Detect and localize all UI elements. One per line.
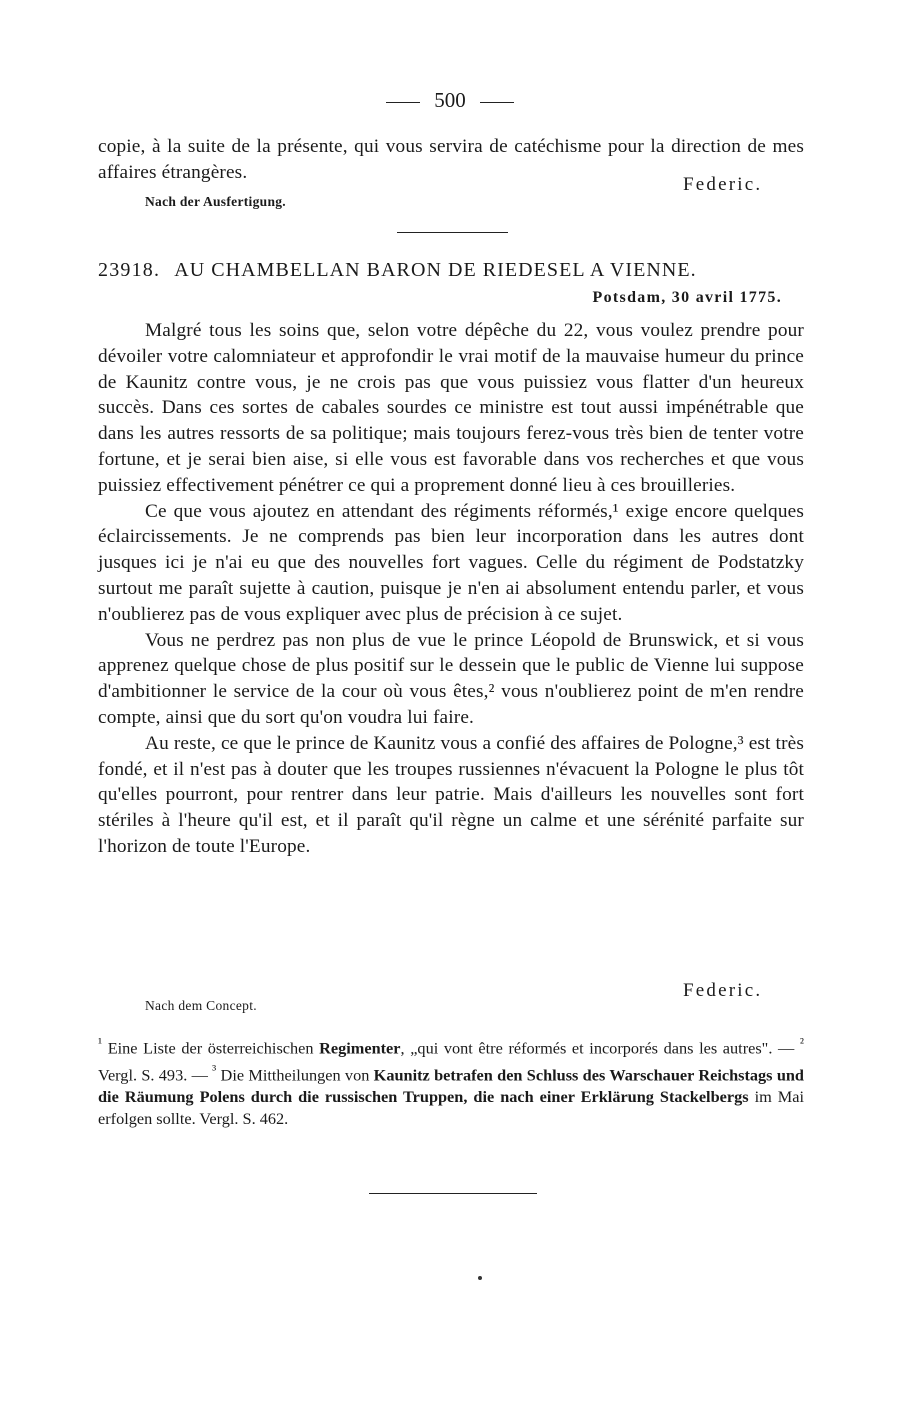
- footnote-marker: ¹: [98, 1035, 103, 1050]
- page-number-line: [0, 88, 900, 113]
- body-paragraph: Vous ne perdrez pas non plus de vue le prince Léopold de Brunswick, et si vous apprenez quelque chose de plus positif sur le dessein que le public de Vienne lui suppose d'ambitionner le service de la cour où vous êtes,² vous n'oublierez point de m'en rendre compte, ainsi que du sort qu'on voudra lui faire.: [98, 629, 804, 728]
- left-dash: [386, 102, 420, 103]
- footnote-2-text: Vergl. S. 493. —: [98, 1065, 213, 1085]
- letter-source: Nach dem Concept.: [145, 998, 257, 1013]
- page-number: 500: [434, 88, 466, 112]
- letter-number: 23918.: [98, 259, 161, 281]
- letter-heading: [98, 259, 697, 282]
- footnote-3-text-cont: im Mai erfolgen sollte. Vergl. S. 462.: [98, 1087, 804, 1129]
- footnote-1-bold: Regimenter: [319, 1038, 401, 1058]
- footnote-3-bold: Kaunitz betrafen den Schluss des Warschauer Reichstags und die Räumung Polens durch die russischen Truppen, die nach einer Erklärung Stackelbergs: [98, 1065, 804, 1107]
- body-paragraph: Ce que vous ajoutez en attendant des régiments réformés,¹ exige encore quelques éclaircissements. Je ne comprends pas bien leur incorporation dans les autres dont jusques ici je n'ai eu que des nouvelles fort vagues. Celle du régiment de Podstatzky surtout me paraît sujette à caution, puisque je n'en ai absolument entendu parler, et vous n'oublierez pas de vous expliquer avec plus de précision à ce sujet.: [98, 500, 804, 625]
- footnote-1-text-cont: , „qui vont être réformés et incorporés dans les autres". —: [400, 1038, 800, 1058]
- footnote-1-text: Eine Liste der österreichischen: [102, 1038, 320, 1058]
- page-dot: [478, 1276, 482, 1280]
- body-paragraph: Au reste, ce que le prince de Kaunitz vous a confié des affaires de Pologne,³ est très fondé, et il n'est pas à douter que les troupes russiennes n'évacuent la Pologne le plus tôt qu'elles pourront, pour rentrer dans leur patrie. Mais d'ailleurs les nouvelles sont fort stériles à l'heure qu'il est, et il paraît qu'il règne un calme et une sérénité parfaite sur l'horizon de toute l'Europe.: [98, 732, 804, 857]
- end-rule: [369, 1193, 537, 1194]
- footnotes: [98, 1032, 804, 1130]
- body-paragraph: Malgré tous les soins que, selon votre dépêche du 22, vous voulez prendre pour dévoiler votre calomniateur et approfondir le vrai motif de la mauvaise humeur du prince de Kaunitz contre vous, je ne crois pas que vous puissiez vous flatter d'un heureux succès. Dans ces sortes de cabales sourdes ce ministre est tout aussi impénétrable que dans les autres ressorts de sa politique; mais toujours ferez-vous très bien de tenter votre fortune, et je serai bien aise, si elle vous est favorable dans vos recherches et que vous puissiez effectivement pénétrer ce qui a proprement donné lieu à ces brouilleries.: [98, 320, 804, 496]
- letter-title: AU CHAMBELLAN BARON DE RIEDESEL A VIENNE.: [174, 259, 697, 281]
- footnote-3-text: Die Mittheilungen von: [216, 1065, 374, 1085]
- footnote-marker: ²: [799, 1035, 804, 1050]
- previous-letter-source: Nach der Ausfertigung.: [145, 194, 286, 209]
- letter-signature: Federic.: [683, 980, 763, 1001]
- separator-rule: [397, 232, 508, 233]
- footnote-marker: ³: [212, 1062, 217, 1078]
- previous-letter-signature: Federic.: [683, 174, 763, 195]
- letter-body: [98, 318, 804, 860]
- right-dash: [480, 102, 514, 103]
- previous-letter-text: copie, à la suite de la présente, qui vous servira de catéchisme pour la direction de mes affaires étrangères.: [98, 136, 804, 183]
- letter-dateline: Potsdam, 30 avril 1775.: [592, 289, 782, 306]
